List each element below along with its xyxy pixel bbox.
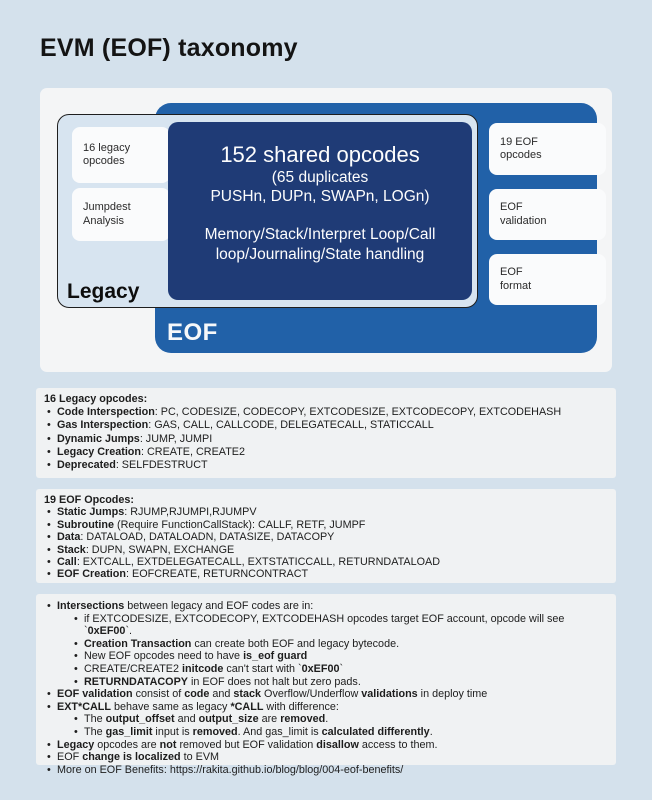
list-item: • More on EOF Benefits: https://rakita.github.io/blog/blog/004-eof-benefits/ [44, 764, 608, 777]
legacy-card-opcodes [72, 127, 170, 183]
list-item: • EOF validation consist of code and stack Overflow/Underflow validations in deploy time [44, 688, 608, 701]
eof-card-validation [489, 189, 606, 240]
list-item: • Code Interspection: PC, CODESIZE, CODECOPY, EXTCODESIZE, EXTCODECOPY, EXTCODEHASH [44, 406, 608, 419]
list-item: • CREATE/CREATE2 initcode can't start with `0xEF00` [71, 663, 608, 676]
list-item: • Gas Interspection: GAS, CALL, CALLCODE, DELEGATECALL, STATICCALL [44, 419, 608, 432]
eof-card-opcodes-text: 19 EOF opcodes [500, 135, 542, 161]
eof-label: EOF [167, 319, 218, 346]
list-item: • Call: EXTCALL, EXTDELEGATECALL, EXTSTATICCALL, RETURNDATALOAD [44, 556, 608, 568]
list-item: • RETURNDATACOPY in EOF does not halt but zero pads. [71, 676, 608, 689]
shared-body: Memory/Stack/Interpret Loop/Call loop/Journaling/State handling [204, 226, 436, 263]
legacy-card-jumpdest [72, 188, 170, 241]
list-item: • Creation Transaction can create both EOF and legacy bytecode. [71, 638, 608, 651]
list-item: • EOF change is localized to EVM [44, 751, 608, 764]
list-item: • Stack: DUPN, SWAPN, EXCHANGE [44, 544, 608, 556]
section-title: 16 Legacy opcodes: [44, 393, 148, 405]
list-item: • Static Jumps: RJUMP,RJUMPI,RJUMPV [44, 506, 608, 518]
shared-duplicates-line1: (65 duplicates [271, 169, 369, 186]
list-item: • Intersections between legacy and EOF codes are in: [44, 600, 608, 613]
legacy-card-jumpdest-text: Jumpdest Analysis [83, 201, 131, 227]
list-item: • The output_offset and output_size are removed. [71, 713, 608, 726]
list-item: • Deprecated: SELFDESTRUCT [44, 459, 608, 472]
list-item: • New EOF opcodes need to have is_eof guard [71, 650, 608, 663]
list-item: • Subroutine (Require FunctionCallStack): CALLF, RETF, JUMPF [44, 519, 608, 531]
legacy-opcodes-list [44, 406, 608, 472]
list-item: • EOF Creation: EOFCREATE, RETURNCONTRACT [44, 568, 608, 580]
legacy-card-opcodes-text: 16 legacy opcodes [83, 141, 131, 167]
eof-card-validation-text: EOF validation [500, 201, 547, 227]
list-item: • The gas_limit input is removed. And gas_limit is calculated differently. [71, 726, 608, 739]
section-notes [36, 594, 616, 776]
legacy-label: Legacy [67, 280, 140, 303]
eof-card-opcodes [489, 123, 606, 175]
shared-duplicates-line2: PUSHn, DUPn, SWAPn, LOGn) [210, 188, 430, 205]
list-item: • if EXTCODESIZE, EXTCODECOPY, EXTCODEHASH opcodes target EOF account, opcode will see `0xEF00`. [71, 613, 608, 638]
eof-opcodes-list [44, 506, 608, 580]
list-item: • Data: DATALOAD, DATALOADN, DATASIZE, DATACOPY [44, 531, 608, 543]
section-title: 19 EOF Opcodes: [44, 494, 134, 506]
section-eof-opcodes [36, 489, 616, 583]
notes-list [44, 600, 608, 776]
list-item: • Legacy Creation: CREATE, CREATE2 [44, 446, 608, 459]
taxonomy-panel [40, 88, 612, 372]
eof-card-format [489, 254, 606, 305]
shared-opcodes-box [168, 122, 472, 300]
list-item: • Legacy opcodes are not removed but EOF validation disallow access to them. [44, 739, 608, 752]
eof-card-format-text: EOF format [500, 266, 532, 292]
page-title: EVM (EOF) taxonomy [40, 34, 298, 62]
list-item: • Dynamic Jumps: JUMP, JUMPI [44, 433, 608, 446]
section-legacy-opcodes [36, 388, 616, 478]
list-item: • EXT*CALL behave same as legacy *CALL with difference: [44, 701, 608, 714]
shared-headline: 152 shared opcodes [220, 142, 420, 167]
